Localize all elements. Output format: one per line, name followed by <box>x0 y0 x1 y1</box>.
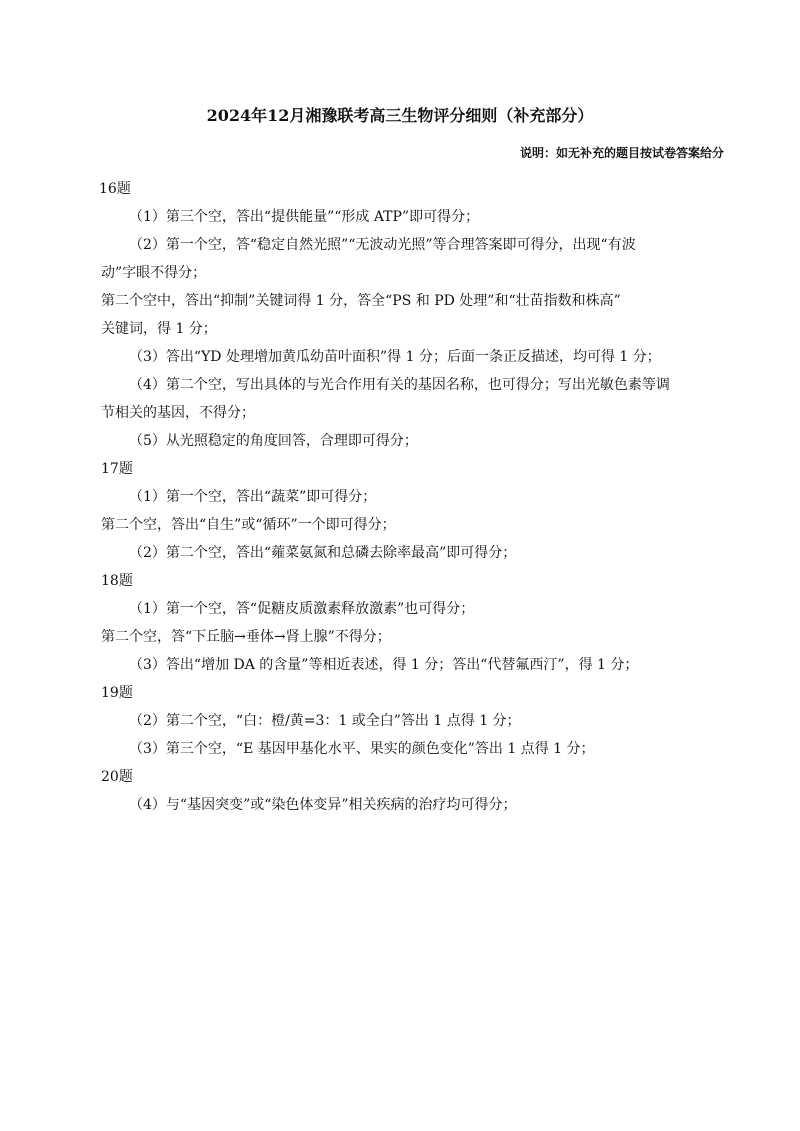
q19-heading: 19题 <box>101 685 133 701</box>
q19-line-2: （3）第三个空，“E 基因甲基化水平、果实的颜色变化”答出 1 点得 1 分； <box>129 741 595 757</box>
q16-line-3a: 第二个空中，答出“抑制”关键词得 1 分，答全“PS 和 PD 处理”和“壮苗指数和株高” <box>101 293 621 309</box>
q20-line-1: （4）与“基因突变”或“染色体变异”相关疾病的治疗均可得分； <box>129 797 517 813</box>
document-note: 说明：如无补充的题目按试卷答案给分 <box>519 146 724 160</box>
q18-line-2: 第二个空，答“下丘脑→垂体→肾上腺”不得分； <box>101 629 391 645</box>
q16-line-2a: （2）第一个空，答“稳定自然光照”“无波动光照”等合理答案即可得分，出现“有波 <box>129 237 636 253</box>
q16-heading: 16题 <box>99 181 131 197</box>
q16-line-2b: 动”字眼不得分； <box>101 265 207 281</box>
q18-line-1: （1）第一个空，答“促糖皮质激素释放激素”也可得分； <box>129 601 475 617</box>
document-body <box>101 175 731 819</box>
q19-line-1: （2）第二个空，“白：橙/黄=3：1 或全白”答出 1 点得 1 分； <box>129 713 521 729</box>
q16-line-5a: （4）第二个空，写出具体的与光合作用有关的基因名称，也可得分；写出光敏色素等调 <box>129 377 670 393</box>
q16-line-1: （1）第三个空，答出“提供能量”“形成 ATP”即可得分； <box>129 209 480 225</box>
q16-line-4: （3）答出“YD 处理增加黄瓜幼苗叶面积”得 1 分；后面一条正反描述，均可得 1 分； <box>129 349 661 365</box>
q17-line-1: （1）第一个空，答出“蔬菜”即可得分； <box>129 489 377 505</box>
q16-line-5b: 节相关的基因，不得分； <box>101 405 255 421</box>
q16-line-6: （5）从光照稳定的角度回答，合理即可得分； <box>129 433 418 449</box>
q18-line-3: （3）答出“增加 DA 的含量”等相近表述，得 1 分；答出“代替氟西汀”，得 1 分； <box>129 657 639 673</box>
document-title: 2024年12月湘豫联考高三生物评分细则（补充部分） <box>206 106 594 125</box>
q20-heading: 20题 <box>101 769 133 785</box>
q18-heading: 18题 <box>101 573 133 589</box>
q17-line-3: （2）第二个空，答出“蕹菜氨氮和总磷去除率最高”即可得分； <box>129 545 517 561</box>
q16-line-3b: 关键词，得 1 分； <box>101 321 217 337</box>
q17-heading: 17题 <box>101 461 133 477</box>
q17-line-2: 第二个空，答出“自生”或“循环”一个即可得分； <box>101 517 396 533</box>
